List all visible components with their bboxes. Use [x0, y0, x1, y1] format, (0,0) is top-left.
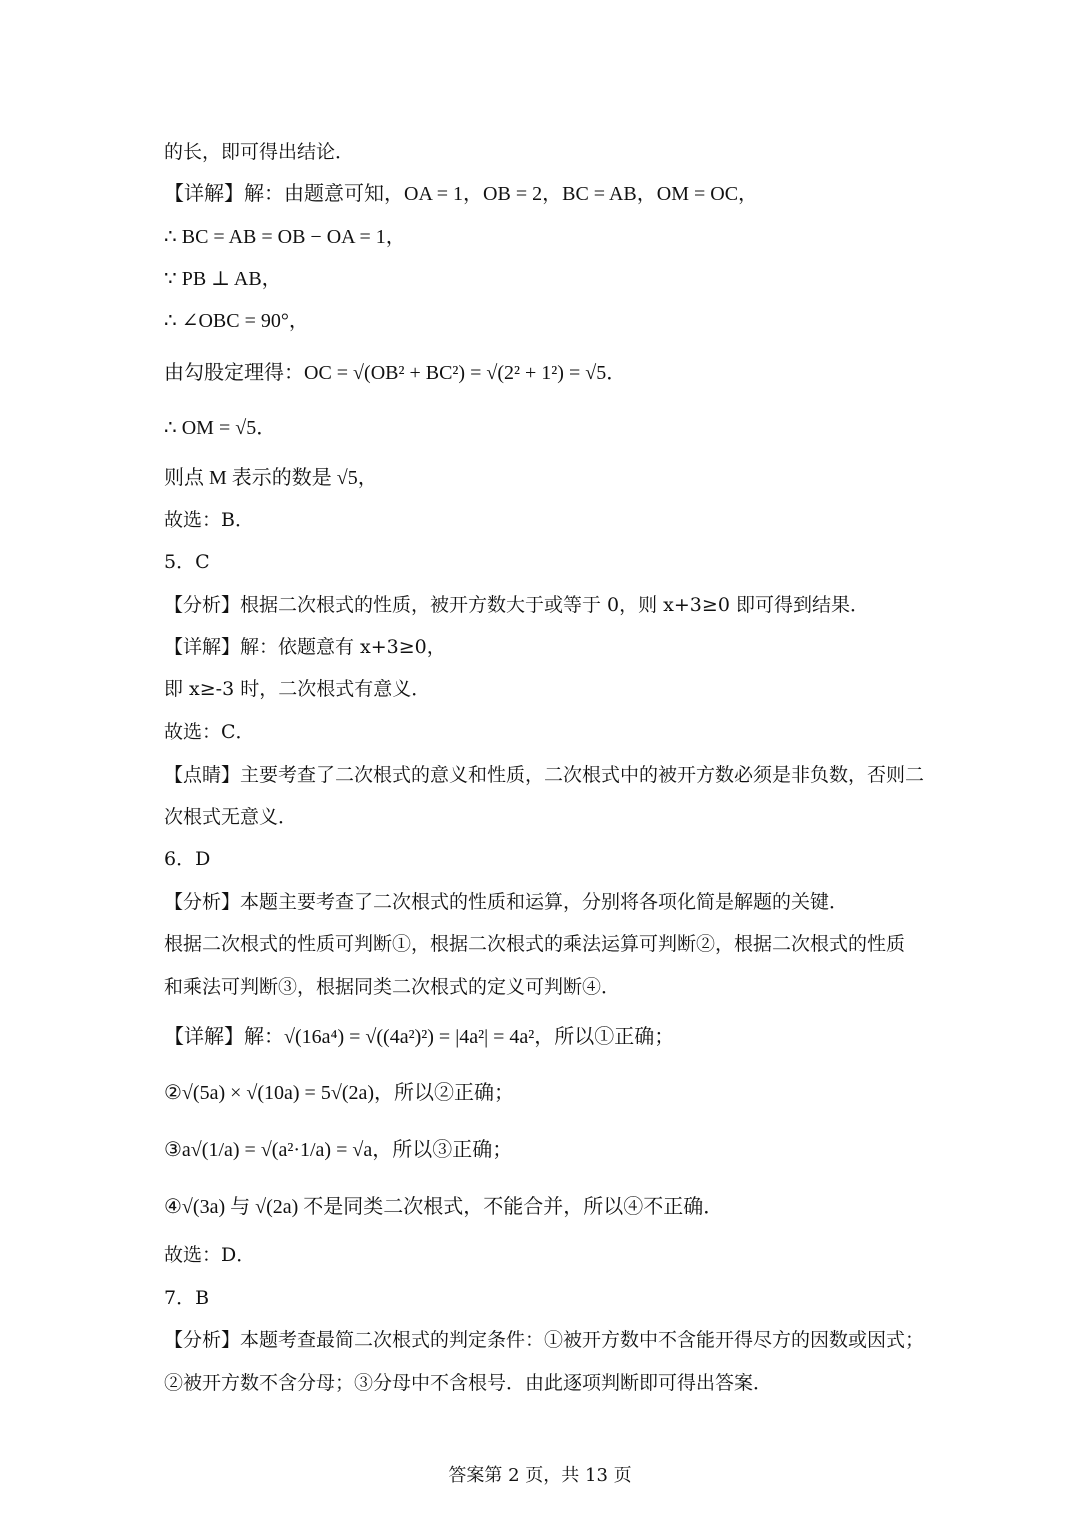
- text-line: 【分析】本题主要考查了二次根式的性质和运算，分别将各项化简是解题的关键．: [164, 891, 849, 913]
- text-line: 故选：D．: [164, 1244, 256, 1266]
- text-line: ②√(5a) × √(10a) = 5√(2a)，所以②正确；: [164, 1082, 515, 1104]
- text-line: ②被开方数不含分母；③分母中不含根号．由此逐项判断即可得出答案．: [164, 1372, 773, 1394]
- text-line: 【详解】解：√(16a⁴) = √((4a²)²) = |4a²| = 4a²，所以①正确；: [164, 1026, 675, 1048]
- text-line: 的长，即可得出结论．: [164, 141, 355, 163]
- text-line: 故选：B．: [164, 509, 254, 531]
- text-line: 【点睛】主要考查了二次根式的意义和性质，二次根式中的被开方数必须是非负数，否则二: [164, 764, 925, 786]
- text-line: 则点 M 表示的数是 √5，: [164, 467, 378, 489]
- text-line: ④√(3a) 与 √(2a) 不是同类二次根式，不能合并，所以④不正确．: [164, 1196, 724, 1218]
- text-line: 【详解】解：依题意有 x+3≥0，: [164, 636, 446, 658]
- text-line: 【分析】本题考查最简二次根式的判定条件：①被开方数中不含能开得尽方的因数或因式；: [164, 1329, 925, 1351]
- question-number: 5．C: [164, 551, 210, 573]
- text-line: ∵ PB ⊥ AB，: [164, 268, 282, 290]
- text-line: 【分析】根据二次根式的性质，被开方数大于或等于 0，则 x+3≥0 即可得到结果．: [164, 594, 869, 616]
- text-line: 和乘法可判断③，根据同类二次根式的定义可判断④．: [164, 976, 621, 998]
- question-number: 6．D: [164, 848, 211, 870]
- text-line: ∴ BC = AB = OB − OA = 1，: [164, 226, 406, 248]
- question-number: 7．B: [164, 1287, 210, 1309]
- text-line: ③a√(1/a) = √(a²·1/a) = √a，所以③正确；: [164, 1139, 513, 1161]
- text-line: 即 x≥-3 时，二次根式有意义．: [164, 678, 431, 700]
- text-line: 故选：C．: [164, 721, 255, 743]
- text-line: 【详解】解：由题意可知，OA = 1，OB = 2，BC = AB，OM = OC，: [164, 183, 759, 205]
- text-line: 由勾股定理得：OC = √(OB² + BC²) = √(2² + 1²) = √5．: [164, 362, 627, 384]
- text-line: ∴ ∠OBC = 90°，: [164, 310, 309, 332]
- text-line: 次根式无意义．: [164, 806, 298, 828]
- text-line: ∴ OM = √5．: [164, 417, 277, 439]
- page-footer: 答案第 2 页，共 13 页: [448, 1465, 632, 1486]
- text-line: 根据二次根式的性质可判断①，根据二次根式的乘法运算可判断②，根据二次根式的性质: [164, 933, 906, 955]
